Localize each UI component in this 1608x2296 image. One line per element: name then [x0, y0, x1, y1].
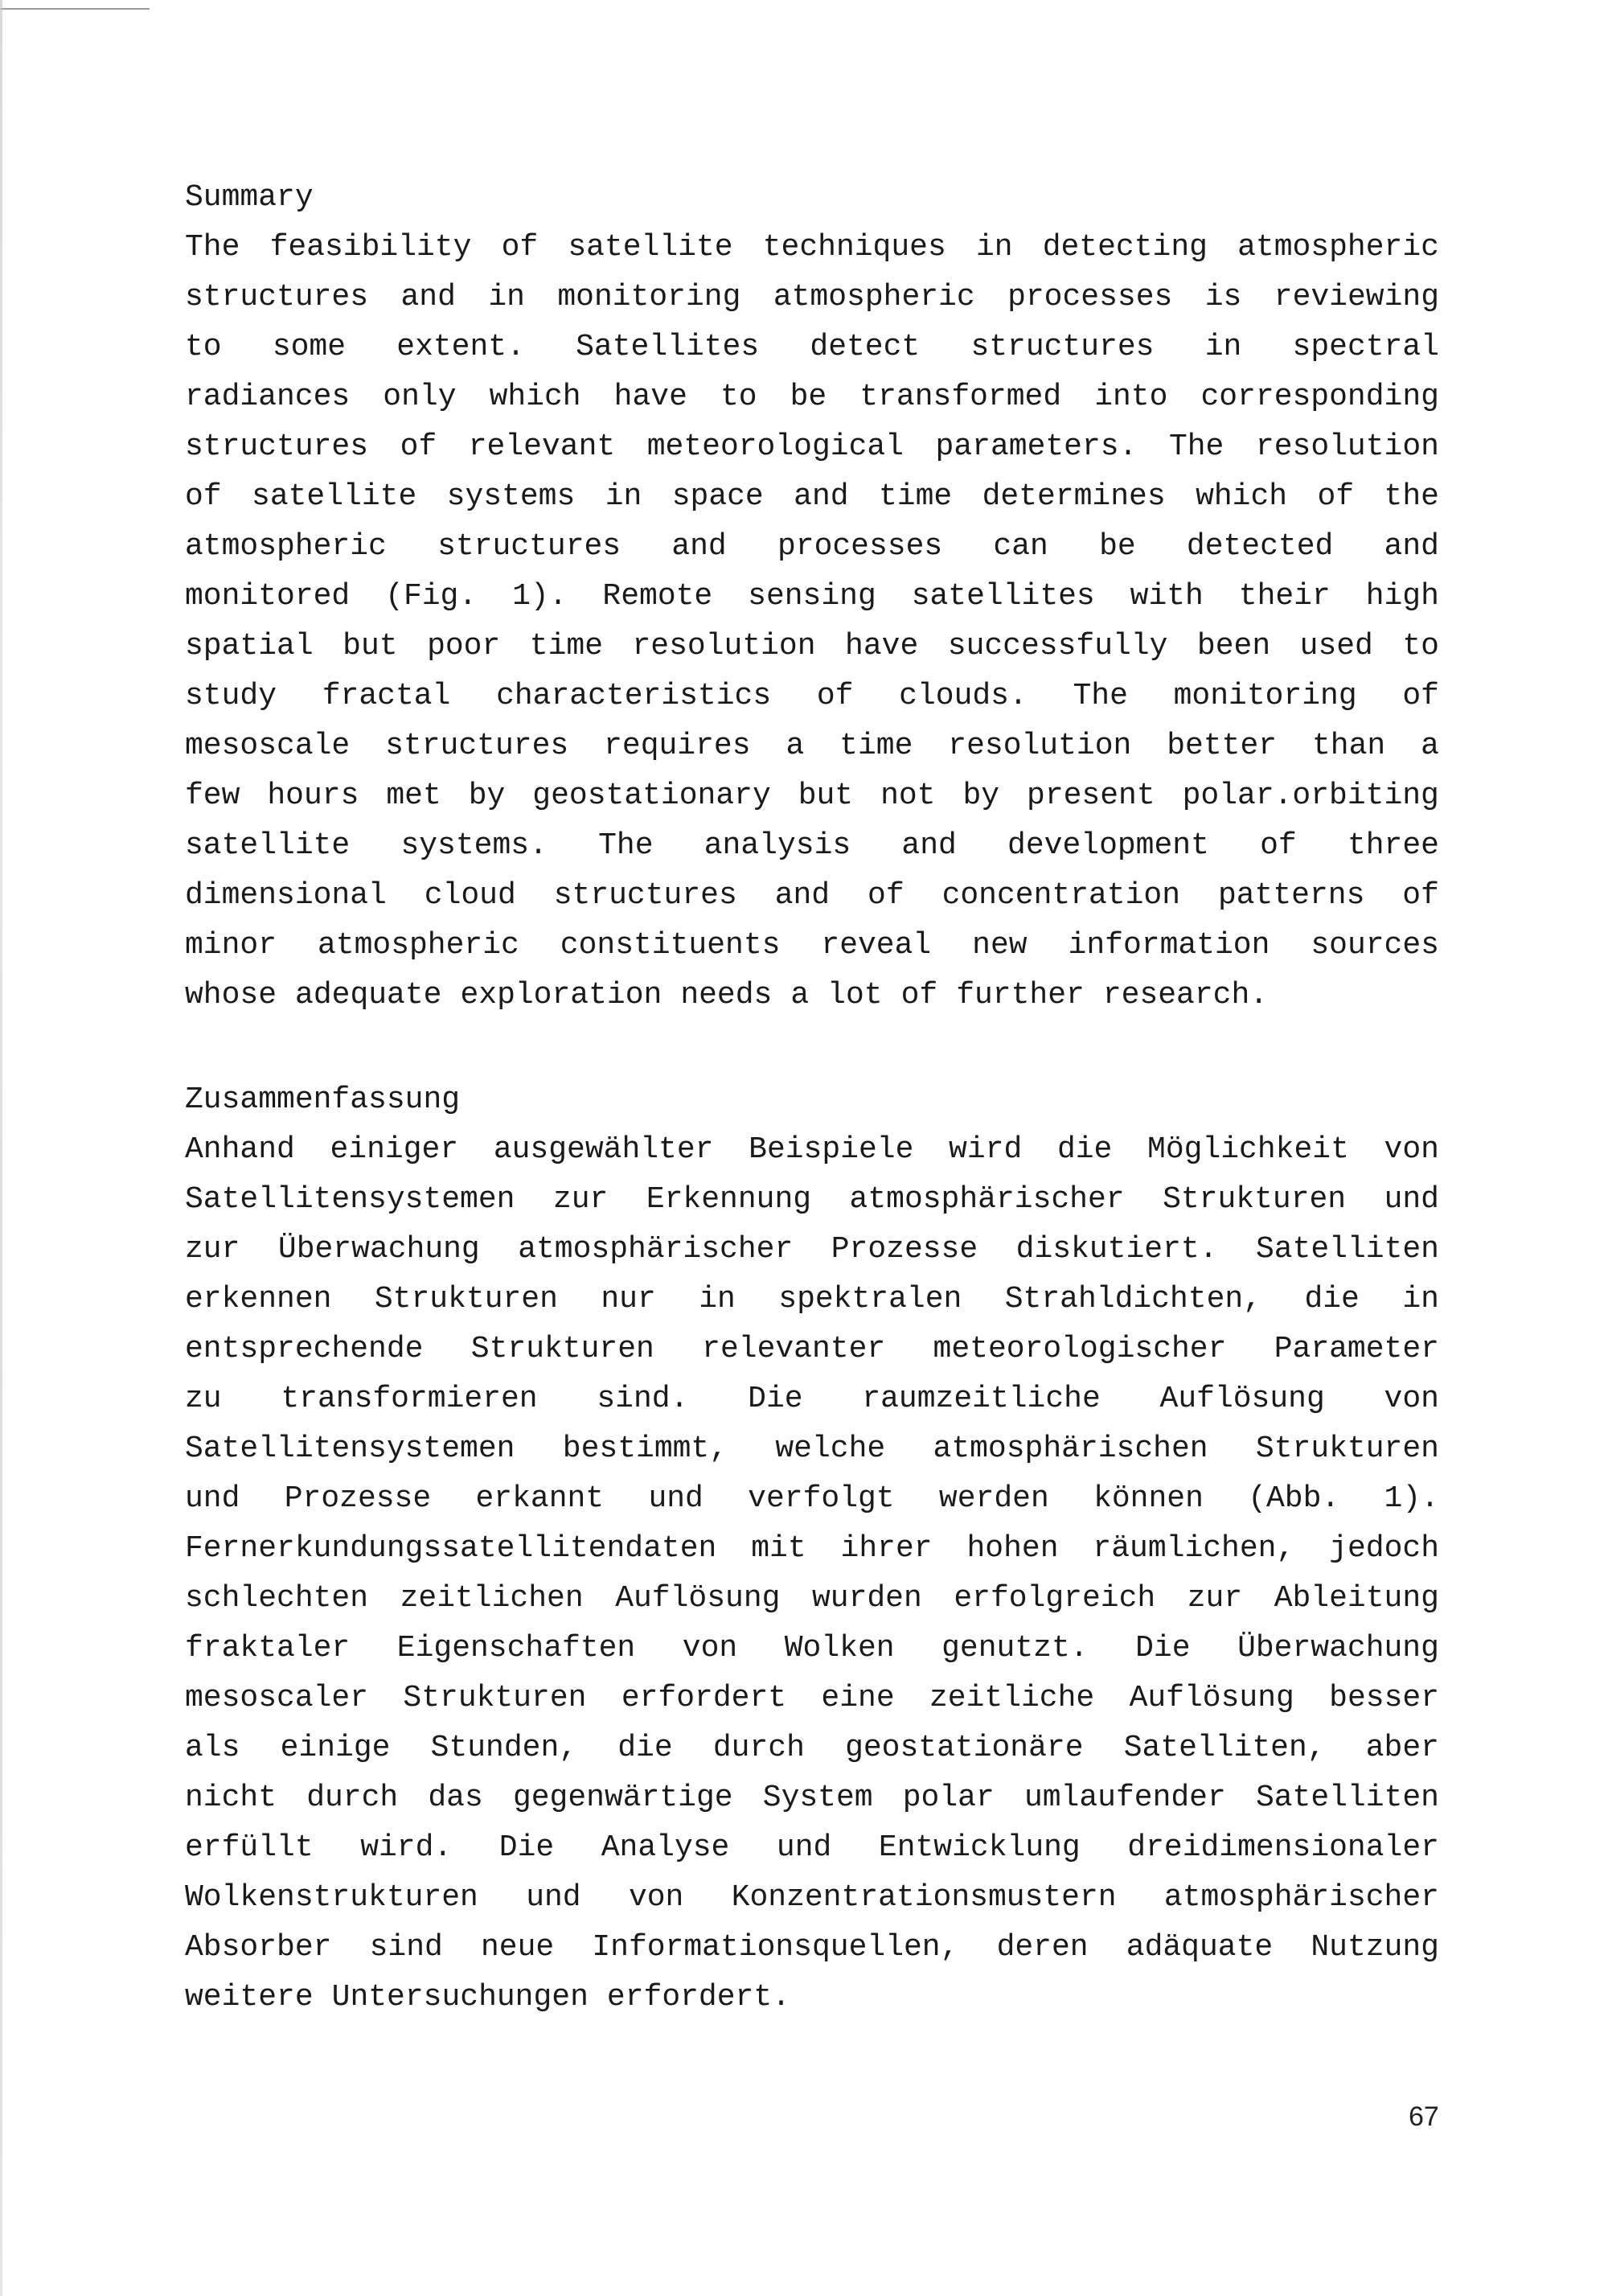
word: time	[878, 479, 953, 514]
word: research.	[1102, 978, 1269, 1012]
word: und	[1384, 1182, 1439, 1217]
word: von	[1384, 1132, 1439, 1167]
word: The	[598, 828, 654, 863]
word: Remote	[602, 579, 713, 614]
text-line	[185, 572, 1439, 622]
word: Auflösung	[1159, 1382, 1325, 1416]
word: wurden	[811, 1581, 922, 1616]
word: processes	[1007, 280, 1173, 314]
word: zeitliche	[929, 1681, 1095, 1715]
word: atmospheric	[1237, 230, 1439, 265]
word: mesoscaler	[185, 1681, 369, 1715]
word: Auflösung	[615, 1581, 781, 1616]
word: besser	[1329, 1681, 1439, 1715]
word: gegenwärtige	[512, 1781, 733, 1815]
word: atmosphärischen	[933, 1431, 1208, 1466]
word: nicht	[185, 1781, 277, 1815]
word: their	[1238, 579, 1331, 614]
word: analysis	[704, 828, 851, 863]
text-line	[185, 1973, 1439, 2023]
word: structures	[185, 280, 369, 314]
word: fractal	[322, 679, 451, 713]
zusammenfassung-body	[185, 1125, 1439, 2023]
word: Satelliten	[1255, 1781, 1439, 1815]
word: concentration	[941, 878, 1181, 913]
word: meteorological	[646, 429, 904, 464]
word: sind	[369, 1930, 443, 1965]
word: whose	[185, 978, 277, 1012]
word: of	[400, 429, 437, 464]
word: (Abb.	[1248, 1481, 1340, 1516]
word: of	[1260, 828, 1297, 863]
text-line	[185, 372, 1439, 422]
word: atmosphärischer	[1163, 1880, 1439, 1915]
word: geostationary	[532, 778, 771, 813]
word: Wolken	[784, 1631, 895, 1666]
word: die	[617, 1731, 673, 1765]
word: the	[1384, 479, 1439, 514]
word: Prozesse	[284, 1481, 432, 1516]
text-line	[185, 1574, 1439, 1624]
word: Überwachung	[277, 1232, 480, 1267]
text-line	[185, 1773, 1439, 1823]
word: und	[776, 1830, 832, 1865]
word: die	[1056, 1132, 1113, 1167]
word: adäquate	[1126, 1930, 1274, 1965]
page-number: 67	[1409, 2101, 1439, 2132]
word: structures	[553, 878, 737, 913]
word: sensing	[748, 579, 876, 614]
page-content	[185, 173, 1439, 2023]
word: spectral	[1292, 330, 1439, 364]
word: structures	[437, 529, 621, 564]
word: ihrer	[840, 1531, 933, 1566]
word: by	[468, 778, 506, 813]
word: with	[1130, 579, 1204, 614]
word: requires	[604, 729, 751, 763]
word: not	[880, 778, 936, 813]
word: extent.	[396, 330, 525, 364]
text-line	[185, 771, 1439, 821]
word: Beispiele	[749, 1132, 914, 1167]
word: can	[993, 529, 1048, 564]
word: time	[839, 729, 913, 763]
word: but	[798, 778, 854, 813]
word: and	[794, 479, 849, 514]
word: resolution	[948, 729, 1132, 763]
word: von	[1384, 1382, 1439, 1416]
word: and	[1384, 529, 1439, 564]
text-line	[185, 721, 1439, 771]
word: but	[343, 629, 398, 663]
word: poor	[427, 629, 501, 663]
word: better	[1167, 729, 1278, 763]
word: Satellitensystemen	[185, 1182, 515, 1217]
word: Stunden,	[430, 1731, 578, 1765]
word: hours	[267, 778, 359, 813]
word: raumzeitliche	[862, 1382, 1101, 1416]
word: information	[1068, 928, 1270, 963]
word: feasibility	[269, 230, 472, 265]
word: in	[1402, 1282, 1439, 1316]
word: welche	[775, 1431, 886, 1466]
word: meteorologischer	[933, 1332, 1227, 1366]
word: räumlichen,	[1093, 1531, 1295, 1566]
word: Analyse	[601, 1830, 730, 1865]
word: System	[762, 1781, 873, 1815]
word: Konzentrationsmustern	[731, 1880, 1117, 1915]
word: Eigenschaften	[396, 1631, 636, 1666]
word: and	[400, 280, 456, 314]
word: Satellites	[576, 330, 760, 364]
word: have	[613, 380, 687, 414]
word: polar	[902, 1781, 995, 1815]
word: monitoring	[557, 280, 741, 314]
text-line	[185, 672, 1439, 721]
word: Parameter	[1274, 1332, 1439, 1366]
text-line	[185, 1923, 1439, 1973]
word: into	[1094, 380, 1168, 414]
word: eine	[821, 1681, 895, 1715]
word: Satelliten	[1255, 1232, 1439, 1267]
word: neue	[480, 1930, 555, 1965]
word: Informationsquellen,	[592, 1930, 959, 1965]
word: deren	[996, 1930, 1089, 1965]
word: satellite	[185, 828, 351, 863]
text-line	[185, 522, 1439, 572]
word: new	[972, 928, 1028, 963]
word: polar.orbiting	[1182, 778, 1439, 813]
word: by	[962, 778, 1000, 813]
text-line	[185, 1275, 1439, 1325]
word: dreidimensionaler	[1127, 1830, 1439, 1865]
word: than	[1311, 729, 1386, 763]
word: of	[185, 479, 222, 514]
word: Die	[498, 1830, 555, 1865]
word: Strukturen	[1163, 1182, 1347, 1217]
word: techniques	[762, 230, 946, 265]
word: und	[526, 1880, 581, 1915]
word: The	[1073, 679, 1128, 713]
word: reveal	[821, 928, 932, 963]
word: structures	[185, 429, 369, 464]
text-line	[185, 1125, 1439, 1175]
word: transformieren	[281, 1382, 538, 1416]
word: aber	[1365, 1731, 1439, 1765]
word: genutzt.	[941, 1631, 1089, 1666]
text-line	[185, 322, 1439, 372]
word: detected	[1186, 529, 1334, 564]
scan-mark-top	[0, 8, 150, 10]
word: present	[1027, 778, 1155, 813]
word: zur	[185, 1232, 240, 1267]
word: umlaufender	[1023, 1781, 1226, 1815]
word: some	[272, 330, 347, 364]
word: einige	[280, 1731, 391, 1765]
word: atmospheric	[185, 529, 387, 564]
word: used	[1299, 629, 1373, 663]
word: of	[900, 978, 938, 1012]
zusammenfassung-heading: Zusammenfassung	[185, 1082, 461, 1117]
word: weitere	[185, 1980, 314, 2015]
text-line	[185, 871, 1439, 921]
word: only	[383, 380, 457, 414]
word: von	[628, 1880, 684, 1915]
word: und	[648, 1481, 704, 1516]
word: three	[1347, 828, 1439, 863]
word: needs	[680, 978, 773, 1012]
word: in	[699, 1282, 736, 1316]
text-line	[185, 1325, 1439, 1374]
word: of	[816, 679, 854, 713]
word: a	[786, 729, 805, 763]
word: development	[1007, 828, 1209, 863]
word: determines	[982, 479, 1166, 514]
word: time	[529, 629, 603, 663]
word: further	[956, 978, 1085, 1012]
word: radiances	[185, 380, 351, 414]
word: entsprechende	[185, 1332, 424, 1366]
text-line	[185, 821, 1439, 871]
word: be	[790, 380, 827, 414]
word: Prozesse	[831, 1232, 978, 1267]
word: verfolgt	[748, 1481, 895, 1516]
word: erfolgreich	[954, 1581, 1156, 1616]
word: erkennen	[185, 1282, 332, 1316]
word: geostationäre	[845, 1731, 1084, 1765]
word: sind.	[597, 1382, 689, 1416]
word: structures	[970, 330, 1155, 364]
word: few	[185, 778, 240, 813]
word: cloud	[424, 878, 516, 913]
word: and	[774, 878, 831, 913]
word: Fernerkundungssatellitendaten	[185, 1531, 717, 1566]
word: parameters.	[935, 429, 1138, 464]
word: which	[489, 380, 581, 414]
word: satellites	[911, 579, 1095, 614]
word: and	[901, 828, 957, 863]
word: 1).	[512, 579, 568, 614]
word: satellite	[252, 479, 417, 514]
word: Nutzung	[1311, 1930, 1439, 1965]
word: monitored	[185, 579, 351, 614]
word: of	[1402, 679, 1439, 713]
text-line	[185, 273, 1439, 322]
word: atmospheric	[317, 928, 519, 963]
word: successfully	[947, 629, 1168, 663]
word: of	[1402, 878, 1439, 913]
word: characteristics	[496, 679, 772, 713]
text-line	[185, 1474, 1439, 1524]
word: been	[1196, 629, 1271, 663]
word: durch	[712, 1731, 805, 1765]
text-line	[185, 1225, 1439, 1275]
word: Strahldichten,	[1004, 1282, 1262, 1316]
word: jedoch	[1329, 1531, 1439, 1566]
word: reviewing	[1274, 280, 1439, 314]
word: hohen	[966, 1531, 1059, 1566]
word: a	[790, 978, 810, 1012]
word: to	[1402, 629, 1439, 663]
summary-heading: Summary	[185, 180, 314, 215]
word: in	[605, 479, 642, 514]
word: is	[1204, 280, 1242, 314]
word: schlechten	[185, 1581, 369, 1616]
word: diskutiert.	[1015, 1232, 1218, 1267]
text-line	[185, 472, 1439, 522]
word: Absorber	[185, 1930, 332, 1965]
word: spektralen	[778, 1282, 962, 1316]
word: of	[501, 230, 539, 265]
word: das	[428, 1781, 483, 1815]
scan-edge-left	[0, 0, 2, 2296]
word: wird.	[360, 1830, 453, 1865]
word: ausgewählter	[493, 1132, 714, 1167]
text-line	[185, 1823, 1439, 1873]
word: of	[868, 878, 904, 913]
word: in	[488, 280, 525, 314]
word: 1).	[1384, 1481, 1439, 1516]
word: als	[185, 1731, 240, 1765]
summary-body	[185, 223, 1439, 1021]
word: Wolkenstrukturen	[185, 1880, 478, 1915]
word: Strukturen	[374, 1282, 558, 1316]
word: durch	[306, 1781, 399, 1815]
word: Erkennung	[646, 1182, 812, 1217]
word: minor	[185, 928, 277, 963]
word: die	[1304, 1282, 1360, 1316]
text-line	[185, 1374, 1439, 1424]
word: und	[185, 1481, 240, 1516]
word: and	[671, 529, 727, 564]
word: be	[1099, 529, 1136, 564]
word: to	[185, 330, 222, 364]
word: patterns	[1217, 878, 1365, 913]
word: zu	[185, 1382, 222, 1416]
word: a	[1421, 729, 1439, 763]
word: zeitlichen	[400, 1581, 584, 1616]
word: einiger	[330, 1132, 459, 1167]
word: satellite	[568, 230, 733, 265]
word: fraktaler	[185, 1631, 351, 1666]
word: dimensional	[185, 878, 387, 913]
word: mesoscale	[185, 729, 351, 763]
word: Satellitensystemen	[185, 1431, 515, 1466]
word: relevant	[468, 429, 616, 464]
text-line	[185, 422, 1439, 472]
word: Möglichkeit	[1147, 1132, 1349, 1167]
word: Ableitung	[1274, 1581, 1439, 1616]
word: Die	[748, 1382, 803, 1416]
word: to	[720, 380, 757, 414]
text-line	[185, 921, 1439, 971]
word: met	[386, 778, 441, 813]
word: atmosphärischer	[849, 1182, 1125, 1217]
word: which	[1196, 479, 1288, 514]
word: Auflösung	[1129, 1681, 1294, 1715]
word: resolution	[1255, 429, 1439, 464]
word: erkannt	[475, 1481, 605, 1516]
word: atmospheric	[773, 280, 975, 314]
text-line	[185, 1424, 1439, 1474]
text-line	[185, 971, 1439, 1021]
word: von	[682, 1631, 738, 1666]
word: (Fig.	[385, 579, 478, 614]
word: monitoring	[1173, 679, 1357, 713]
word: space	[671, 479, 764, 514]
word: bestimmt,	[562, 1431, 728, 1466]
word: of	[1317, 479, 1355, 514]
word: resolution	[632, 629, 816, 663]
word: Die	[1135, 1631, 1191, 1666]
word: Überwachung	[1237, 1631, 1439, 1666]
text-line	[185, 622, 1439, 672]
word: werden	[938, 1481, 1049, 1516]
word: Anhand	[185, 1132, 295, 1167]
text-line	[185, 1624, 1439, 1674]
word: Strukturen	[470, 1332, 654, 1366]
word: spatial	[185, 629, 314, 663]
word: zur	[1187, 1581, 1243, 1616]
text-line	[185, 223, 1439, 273]
word: Strukturen	[1255, 1431, 1439, 1466]
word: können	[1093, 1481, 1204, 1516]
word: The	[1168, 429, 1224, 464]
word: have	[845, 629, 919, 663]
word: wird	[949, 1132, 1023, 1167]
word: transformed	[859, 380, 1062, 414]
word: detect	[810, 330, 921, 364]
word: sources	[1311, 928, 1439, 963]
text-line	[185, 1723, 1439, 1773]
word: mit	[751, 1531, 806, 1566]
word: systems.	[400, 828, 548, 863]
word: Entwicklung	[878, 1830, 1081, 1865]
word: corresponding	[1200, 380, 1439, 414]
word: The	[185, 230, 240, 265]
word: in	[1204, 330, 1242, 364]
word: lot	[827, 978, 883, 1012]
text-line	[185, 1873, 1439, 1923]
word: high	[1365, 579, 1439, 614]
section-spacer	[185, 1021, 1439, 1075]
word: atmosphärischer	[518, 1232, 794, 1267]
word: systems	[446, 479, 576, 514]
word: zur	[552, 1182, 609, 1217]
word: in	[975, 230, 1013, 265]
word: exploration	[460, 978, 662, 1012]
text-line	[185, 1674, 1439, 1723]
text-line	[185, 1524, 1439, 1574]
word: Satelliten,	[1123, 1731, 1326, 1765]
word: adequate	[295, 978, 442, 1012]
word: erfüllt	[185, 1830, 314, 1865]
word: structures	[385, 729, 569, 763]
word: detecting	[1042, 230, 1208, 265]
word: erfordert	[621, 1681, 787, 1715]
word: study	[185, 679, 277, 713]
word: constituents	[560, 928, 781, 963]
word: nur	[601, 1282, 656, 1316]
word: relevanter	[702, 1332, 886, 1366]
word: Strukturen	[403, 1681, 587, 1715]
word: Untersuchungen	[331, 1980, 589, 2015]
word: clouds.	[899, 679, 1028, 713]
word: erfordert.	[606, 1980, 790, 2015]
word: processes	[777, 529, 943, 564]
text-line	[185, 1175, 1439, 1225]
